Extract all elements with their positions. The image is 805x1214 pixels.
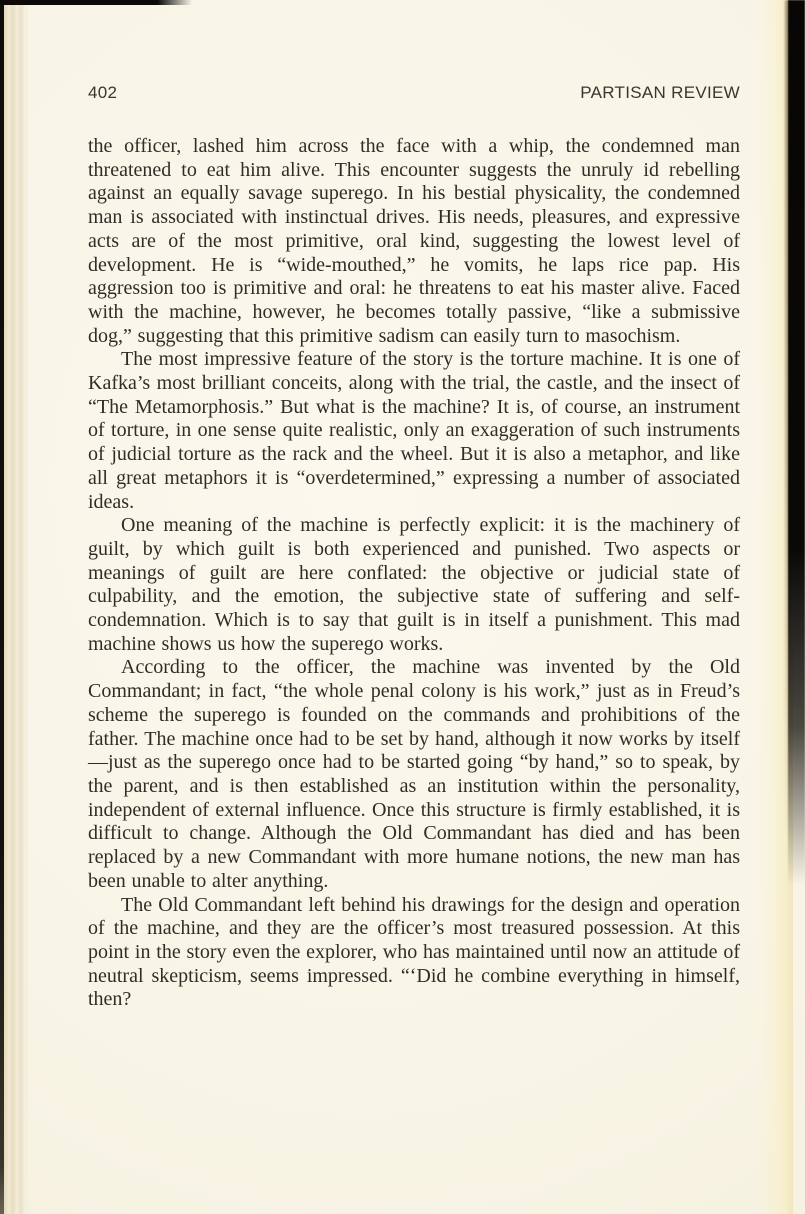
- paragraph: One meaning of the machine is perfectly explicit: it is the machinery of guilt, by which guilt is both experienced and punished. Two aspects or meanings of guilt are here conflated: the objective or judicial state of culpability, and the emotion, the subjective state of suffering and self-condemnation. Which is to say that guilt is in itself a punishment. This mad machine shows us how the superego works.: [88, 514, 740, 655]
- paragraph: the officer, lashed him across the face with a whip, the condemned man threatened to eat him alive. This encounter suggests the unruly id rebelling against an equally savage superego. In his bestial physicality, the condemned man is associated with instinctual drives. His needs, pleasures, and expressive acts are of the most primitive, oral kind, suggesting the lowest level of development. He is “wide-mouthed,” he vomits, he laps rice pap. His aggression too is primitive and oral: he threatens to eat his master alive. Faced with the machine, however, he becomes totally passive, “like a submissive dog,” suggesting that this primitive sadism can easily turn to masochism.: [88, 135, 740, 347]
- scan-edge-bottom-strip: [688, 1207, 805, 1214]
- paragraph: According to the officer, the machine was invented by the Old Commandant; in fact, “the whole penal colony is his work,” just as in Freud’s scheme the superego is founded on the commands and prohibitions of the father. The machine once had to be set by hand, although it now works by itself—just as the superego once had to be started going “by hand,” so to speak, by the parent, and is then established as an institution within the personality, independent of external influence. Once this structure is firmly established, it is difficult to change. Although the Old Commandant has died and has been replaced by a new Commandant with more humane notions, the new man has been unable to alter anything.: [88, 656, 740, 892]
- scan-edge-top-black: [0, 0, 192, 5]
- page-number: 402: [88, 83, 118, 102]
- paragraph: The most impressive feature of the story is the torture machine. It is one of Kafka’s most brilliant conceits, along with the trial, the castle, and the insect of “The Metamorphosis.” But what is the machine? It is, of course, an instrument of torture, in one sense quite realistic, only an exaggeration of such instruments of judicial torture as the rack and the wheel. But it is also a metaphor, and like all great metaphors it is “overdetermined,” expressing a number of associated ideas.: [88, 348, 740, 513]
- scan-edge-right-black: [788, 0, 805, 885]
- page-body: [88, 135, 740, 1012]
- running-header: [88, 83, 740, 103]
- paragraph: The Old Commandant left behind his drawings for the design and operation of the machine, and they are the officer’s most treasured possession. At this point in the story even the explorer, who has maintained until now an attitude of neutral skepticism, seems impressed. “‘Did he combine everything in himself, then?: [88, 893, 740, 1011]
- scan-edge-left-deckle: [4, 0, 28, 1214]
- journal-title: PARTISAN REVIEW: [580, 83, 740, 102]
